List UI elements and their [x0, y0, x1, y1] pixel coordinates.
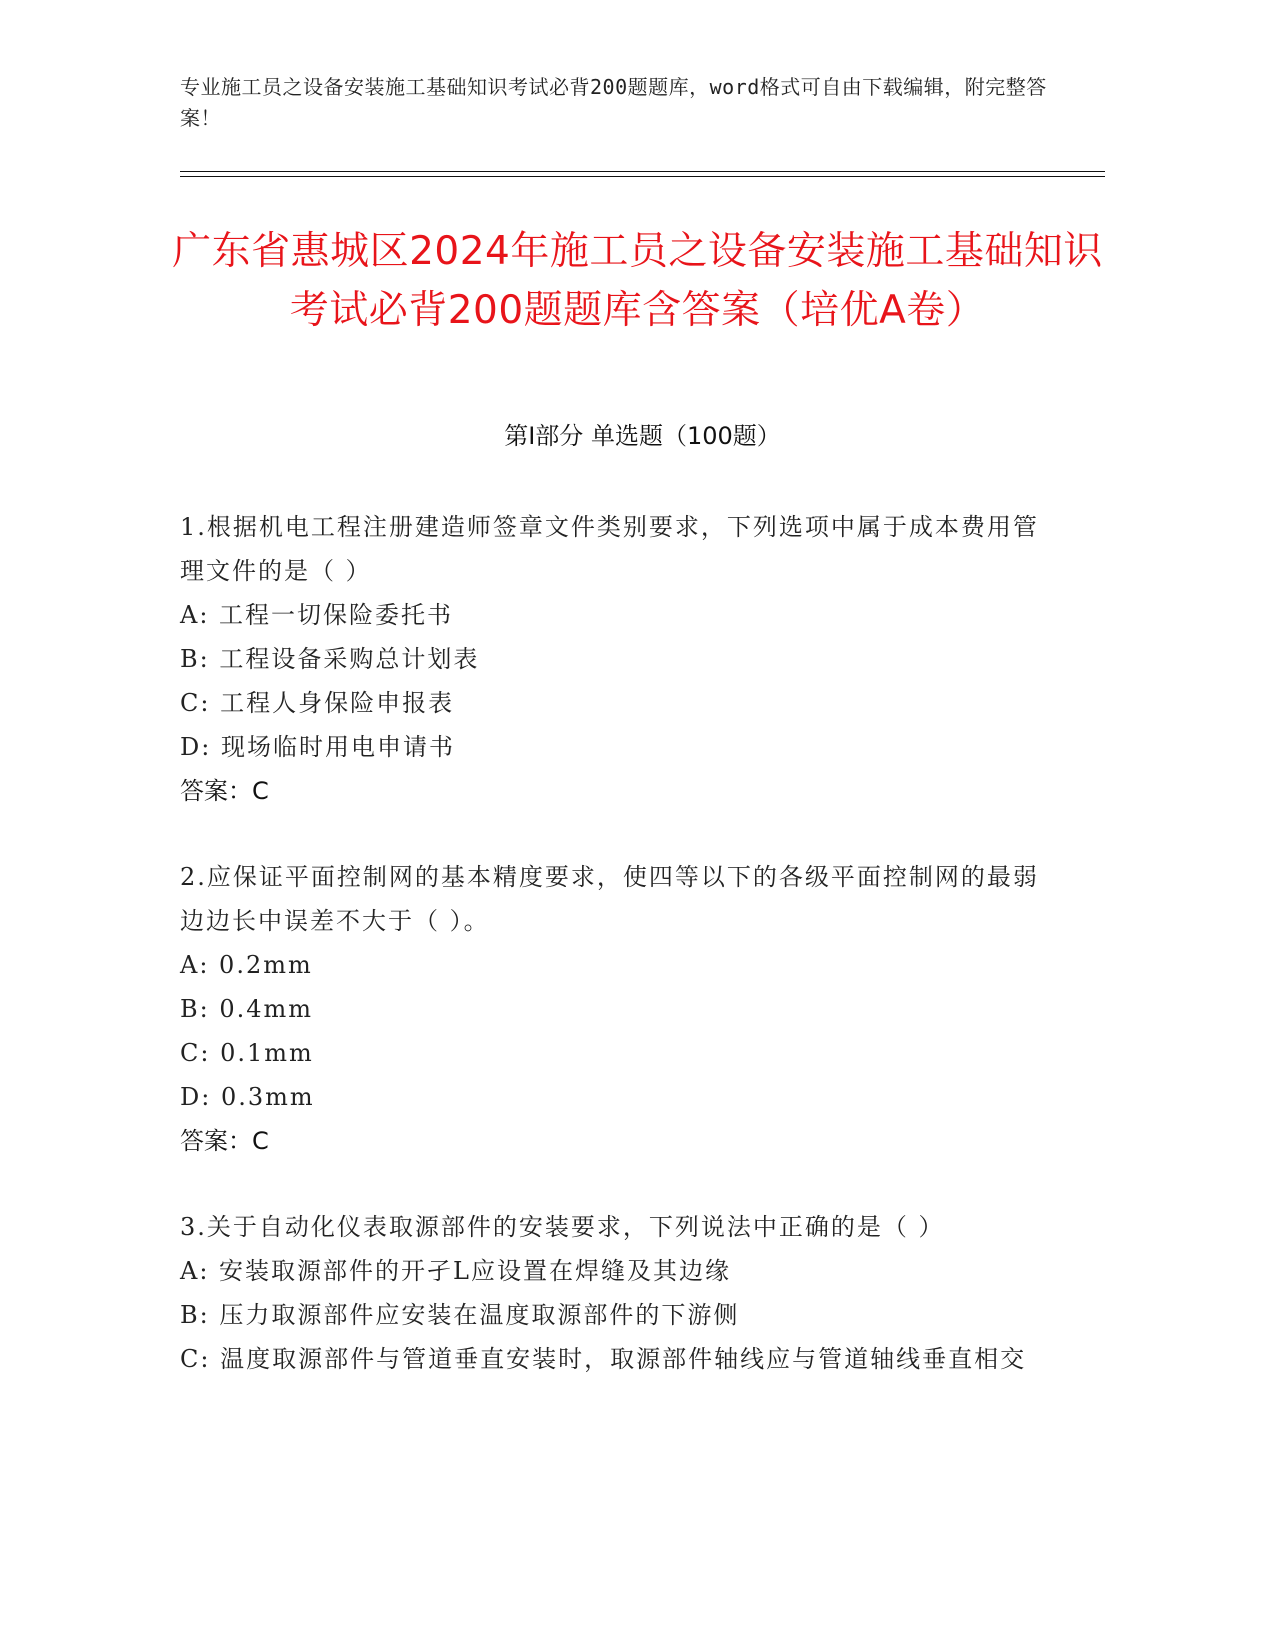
option-c: C: 0.1mm — [180, 1039, 314, 1067]
option-a: A: 工程一切保险委托书 — [180, 601, 454, 629]
answer: 答案：C — [180, 1127, 269, 1155]
question-1 — [180, 505, 1040, 813]
header-divider-bottom — [180, 176, 1105, 177]
option-c: C: 温度取源部件与管道垂直安装时，取源部件轴线应与管道轴线垂直相交 — [180, 1345, 1027, 1373]
option-d: D: 0.3mm — [180, 1083, 315, 1111]
option-a: A: 安装取源部件的开孑L应设置在焊缝及其边缘 — [180, 1257, 731, 1285]
header-note: 专业施工员之设备安装施工基础知识考试必背200题题库，word格式可自由下载编辑，附完整答案！ — [180, 75, 1047, 130]
option-b: B: 压力取源部件应安装在温度取源部件的下游侧 — [180, 1301, 740, 1329]
option-b: B: 工程设备采购总计划表 — [180, 645, 480, 673]
option-c: C: 工程人身保险申报表 — [180, 689, 455, 717]
question-stem: 1.根据机电工程注册建造师签章文件类别要求，下列选项中属于成本费用管理文件的是（ ） — [180, 513, 1039, 585]
section-heading: 第Ⅰ部分 单选题（100题） — [504, 422, 781, 450]
question-stem: 3.关于自动化仪表取源部件的安装要求，下列说法中正确的是（ ） — [180, 1213, 945, 1241]
option-b: B: 0.4mm — [180, 995, 314, 1023]
option-d: D: 现场临时用电申请书 — [180, 733, 455, 761]
document-title: 广东省惠城区2024年施工员之设备安装施工基础知识考试必背200题题库含答案（培优A卷） — [172, 229, 1103, 333]
question-2 — [180, 855, 1040, 1163]
question-list — [180, 505, 1040, 1423]
answer: 答案：C — [180, 777, 269, 805]
header-divider-top — [180, 171, 1105, 172]
option-a: A: 0.2mm — [180, 951, 313, 979]
question-3 — [180, 1205, 1040, 1381]
question-stem: 2.应保证平面控制网的基本精度要求，使四等以下的各级平面控制网的最弱边边长中误差不大于（ ）。 — [180, 863, 1039, 935]
